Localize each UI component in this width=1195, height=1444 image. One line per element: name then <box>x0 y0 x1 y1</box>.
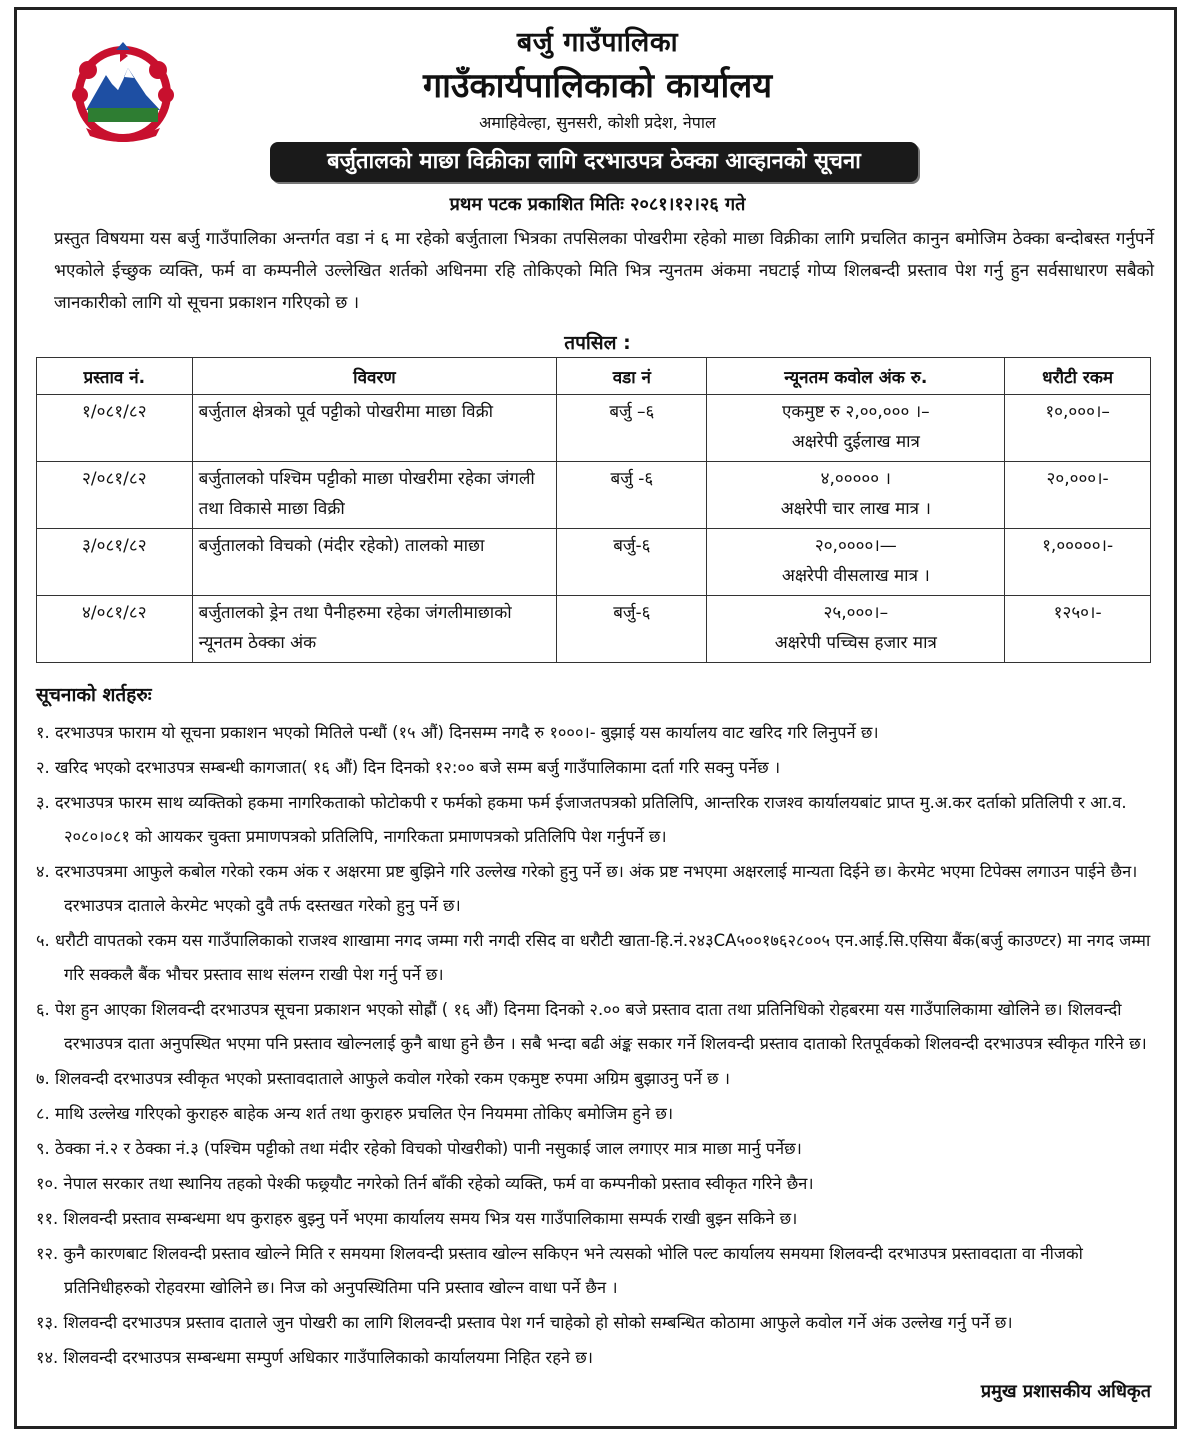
term-item: २. खरिद भएको दरभाउपत्र सम्बन्धी कागजात( १६ औं) दिन दिनको १२:०० बजे सम्म बर्जु गाउँपालिकामा दर्ता गरि सक्नु पर्नेछ । <box>36 758 781 777</box>
term-item: ६. पेश हुन आएका शिलवन्दी दरभाउपत्र सूचना प्रकाशन भएको सोह्रौं ( १६ औं) दिनमा दिनको २.०० बजे प्रस्ताव दाता तथा प्रतिनिधिको रोहबरमा यस गाउँपालिकामा खोलिने छ। शिलवन्दी दरभाउपत्र दाता अनुपस्थित भएमा पनि प्रस्ताव खोल्नलाई कुनै बाधा हुने छैन । सबै भन्दा बढी अंङ्क सकार गर्ने शिलवन्दी प्रस्ताव दाताको रितपूर्वकको शिलवन्दी दरभाउपत्र स्वीकृत गरिने छ। <box>36 1000 1147 1053</box>
table-row <box>37 596 1151 663</box>
cell-description: बर्जुतालको विचको (मंदीर रहेको) तालको माछा <box>192 529 557 596</box>
term-item: १२. कुनै कारणबाट शिलवन्दी प्रस्ताव खोल्ने मिति र समयमा शिलवन्दी प्रस्ताव खोल्न सकिएन भने त्यसको भोलि पल्ट कार्यालय समयमा शिलवन्दी दरभाउपत्र प्रस्तावदाता वा नीजको प्रतिनिधीहरुको रोहवरमा खोलिने छ। निज को अनुपस्थितिमा पनि प्रस्ताव खोल्न वाधा पर्ने छैन । <box>36 1244 1083 1297</box>
minimum-bid-words: अक्षरेपी पच्चिस हजार मात्र <box>774 633 937 653</box>
minimum-bid-figure: एकमुष्ट रु २,००,००० ।– <box>781 402 930 422</box>
table-header-row <box>37 358 1151 395</box>
term-item: १०. नेपाल सरकार तथा स्थानिय तहको पेश्की फछ्र्यौट नगरेको तिर्न बाँकी रहेको व्यक्ति, फर्म वा कम्पनीको प्रस्ताव स्वीकृत गरिने छैन। <box>36 1174 814 1193</box>
table-row <box>37 462 1151 529</box>
cell-description: बर्जुतालको पश्चिम पट्टीको माछा पोखरीमा रहेका जंगली तथा विकासे माछा विक्री <box>192 462 557 529</box>
notice-title-banner: बर्जुतालको माछा विक्रीका लागि दरभाउपत्र ठेक्का आव्हानको सूचना <box>270 142 918 182</box>
cell-minimum-bid <box>707 596 1005 663</box>
cell-description: बर्जुतालको ड्रेन तथा पैनीहरुमा रहेका जंगलीमाछाको न्यूनतम ठेक्का अंक <box>192 596 557 663</box>
minimum-bid-words: अक्षरेपी चार लाख मात्र । <box>780 499 931 519</box>
term-item: ७. शिलवन्दी दरभाउपत्र स्वीकृत भएको प्रस्तावदाताले आफुले कवोल गरेको रकम एकमुष्ट रुपमा अग्रिम बुझाउनु पर्ने छ । <box>36 1069 730 1088</box>
cell-minimum-bid <box>707 529 1005 596</box>
signatory-title: प्रमुख प्रशासकीय अधिकृत <box>980 1381 1151 1402</box>
cell-ward: बर्जु –६ <box>557 395 707 462</box>
term-item: १. दरभाउपत्र फाराम यो सूचना प्रकाशन भएको मितिले पन्धौं (१५ औं) दिनसम्म नगदै रु १०००।- बुझाई यस कार्यालय वाट खरिद गरि लिनुपर्ने छ। <box>36 723 879 742</box>
terms-list <box>36 716 1151 1376</box>
col-header-deposit: धरौटी रकम <box>1005 358 1151 395</box>
col-header-description: विवरण <box>192 358 557 395</box>
term-item: ८. माथि उल्लेख गरिएको कुराहरु बाहेक अन्य शर्त तथा कुराहरु प्रचलित ऐन नियममा तोकिए बमोजिम हुने छ। <box>36 1104 674 1123</box>
publication-date: प्रथम पटक प्रकाशित मितिः २०८१।१२।२६ गते <box>449 194 746 215</box>
cell-deposit: १०,०००।– <box>1005 395 1151 462</box>
minimum-bid-figure: ४,००००० । <box>820 469 891 489</box>
term-item: ५. धरौटी वापतको रकम यस गाउँपालिकाको राजश्व शाखामा नगद जम्मा गरी नगदी रसिद वा धरौटी खाता-हि.नं.२४३CA५००१७६२८००५ एन.आई.सि.एसिया बैंक(बर्जु काउण्टर) मा नगद जम्मा गरि सक्कलै बैंक भौचर प्रस्ताव साथ संलग्न राखी पेश गर्नु पर्ने छ। <box>36 931 1151 984</box>
cell-ward: बर्जु-६ <box>557 596 707 663</box>
term-item: ३. दरभाउपत्र फारम साथ व्यक्तिको हकमा नागरिकताको फोटोकपी र फर्मको हकमा फर्म ईजाजतपत्रको प्रतिलिपि, आन्तरिक राजश्व कार्यालयबांट प्राप्त मु.अ.कर दर्ताको प्रतिलिपी र आ.व. २०८०।०८१ को आयकर चुक्ता प्रमाणपत्रको प्रतिलिपि, नागरिकता प्रमाणपत्रको प्रतिलिपि पेश गर्नुपर्ने छ। <box>36 793 1127 846</box>
term-item: ४. दरभाउपत्रमा आफुले कबोल गरेको रकम अंक र अक्षरमा प्रष्ट बुझिने गरि उल्लेख गरेको हुनु पर्ने छ। अंक प्रष्ट नभएमा अक्षरलाई मान्यता दिईने छ। केरमेट भएमा टिपेक्स लगाउन पाईने छैन। दरभाउपत्र दाताले केरमेट भएको दुवै तर्फ दस्तखत गरेको हुनु पर्ने छ। <box>36 862 1138 915</box>
cell-deposit: २०,०००।- <box>1005 462 1151 529</box>
municipality-name: बर्जु गाउँपालिका <box>516 27 679 58</box>
term-item: ९. ठेक्का नं.२ र ठेक्का नं.३ (पश्चिम पट्टीको तथा मंदीर रहेको विचको पोखरीको) पानी नसुकाई जाल लगाएर मात्र माछा मार्नु पर्नेछ। <box>36 1139 802 1158</box>
term-item: १३. शिलवन्दी दरभाउपत्र प्रस्ताव दाताले जुन पोखरी का लागि शिलवन्दी प्रस्ताव पेश गर्न चाहेको हो सोको सम्बन्धित कोठामा आफुले कवोल गर्ने अंक उल्लेख गर्नु पर्ने छ। <box>36 1313 1013 1332</box>
cell-proposal-no: १/०८१/८२ <box>37 395 193 462</box>
office-address: अमाहिवेल्हा, सुनसरी, कोशी प्रदेश, नेपाल <box>479 113 716 132</box>
cell-deposit: १२५०।- <box>1005 596 1151 663</box>
col-header-ward: वडा नं <box>557 358 707 395</box>
intro-paragraph: प्रस्तुत विषयमा यस बर्जु गाउँपालिका अन्तर्गत वडा नं ६ मा रहेको बर्जुताला भित्रका तपसिलका पोखरीमा रहेको माछा विक्रीका लागि प्रचलित कानुन बमोजिम ठेक्का बन्दोबस्त गर्नुपर्ने भएकोले ईच्छुक व्यक्ति, फर्म वा कम्पनीले उल्लेखित शर्तको अधिनमा रहि तोकिएको मिति भित्र न्युनतम अंकमा नघटाई गोप्य शिलबन्दी प्रस्ताव पेश गर्नु हुन सर्वसाधारण सबैको जानकारीको लागि यो सूचना प्रकाशन गरिएको छ । <box>54 229 1154 313</box>
office-name: गाउँकार्यपालिकाको कार्यालय <box>422 66 773 106</box>
cell-deposit: १,०००००।- <box>1005 529 1151 596</box>
col-header-minimum-bid: न्यूनतम कवोल अंक रु. <box>707 358 1005 395</box>
term-item: ११. शिलवन्दी प्रस्ताव सम्बन्धमा थप कुराहरु बुझ्नु पर्ने भएमा कार्यालय समय भित्र यस गाउँपालिकामा सम्पर्क राखी बुझ्न सकिने छ। <box>36 1209 798 1228</box>
table-row <box>37 529 1151 596</box>
minimum-bid-figure: २०,००००।— <box>814 536 897 556</box>
cell-proposal-no: २/०८१/८२ <box>37 462 193 529</box>
bid-table <box>36 357 1151 663</box>
cell-description: बर्जुताल क्षेत्रको पूर्व पट्टीको पोखरीमा माछा विक्री <box>192 395 557 462</box>
cell-ward: बर्जु -६ <box>557 462 707 529</box>
terms-heading: सूचनाको शर्तहरुः <box>36 684 152 706</box>
minimum-bid-figure: २५,०००।– <box>823 603 889 623</box>
table-row <box>37 395 1151 462</box>
schedule-heading: तपसिल : <box>564 332 631 354</box>
term-item: १४. शिलवन्दी दरभाउपत्र सम्बन्धमा सम्पुर्ण अधिकार गाउँपालिकाको कार्यालयमा निहित रहने छ। <box>36 1348 593 1367</box>
cell-minimum-bid <box>707 395 1005 462</box>
cell-proposal-no: ४/०८१/८२ <box>37 596 193 663</box>
cell-minimum-bid <box>707 462 1005 529</box>
minimum-bid-words: अक्षरेपी दुईलाख मात्र <box>791 432 920 452</box>
cell-proposal-no: ३/०८१/८२ <box>37 529 193 596</box>
cell-ward: बर्जु-६ <box>557 529 707 596</box>
col-header-proposal-no: प्रस्ताव नं. <box>37 358 193 395</box>
minimum-bid-words: अक्षरेपी वीसलाख मात्र । <box>781 566 930 586</box>
header <box>0 22 1195 133</box>
